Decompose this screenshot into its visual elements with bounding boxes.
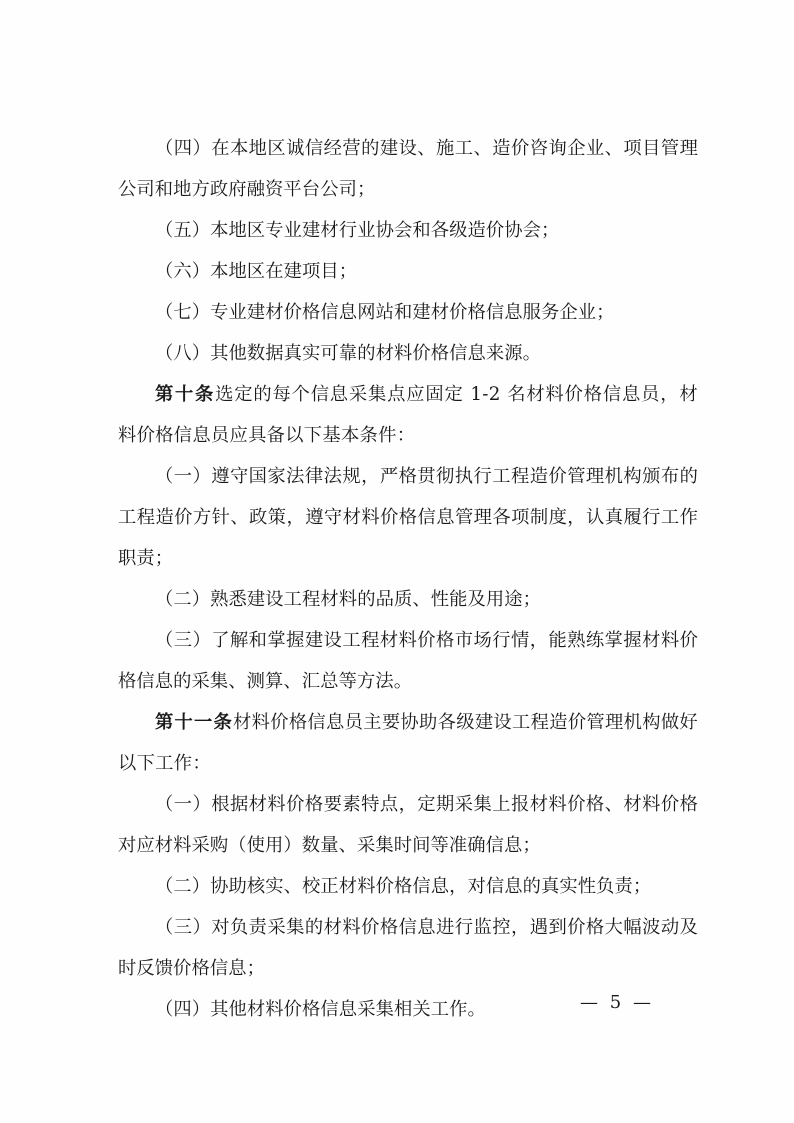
list-item: （八）其他数据真实可靠的材料价格信息来源。: [155, 343, 542, 364]
list-item: （一）根据材料价格要素特点，定期采集上报材料价格、材料价格对应材料采购（使用）数量、采集时间等准确信息；: [118, 794, 698, 856]
list-item: （五）本地区专业建材行业协会和各级造价协会；: [155, 220, 560, 241]
list-item: （二）熟悉建设工程材料的品质、性能及用途；: [155, 589, 542, 610]
article-heading-paragraph: [118, 374, 698, 456]
list-item: （二）协助核实、校正材料价格信息，对信息的真实性负责；: [155, 876, 652, 897]
article-text: 选定的每个信息采集点应固定 1-2 名材料价格信息员，材料价格信息员应具备以下基本条件：: [118, 384, 698, 446]
page-number: — 5 —: [580, 992, 654, 1013]
list-item: （六）本地区在建项目；: [155, 261, 358, 282]
list-item: （七）专业建材价格信息网站和建材价格信息服务企业；: [155, 302, 615, 323]
article-label: 第十一条: [155, 712, 234, 733]
article-label: 第十条: [155, 384, 216, 405]
article-heading-paragraph: [118, 702, 698, 784]
list-item: （四）其他材料价格信息采集相关工作。: [155, 999, 486, 1020]
list-item: （四）在本地区诚信经营的建设、施工、造价咨询企业、项目管理公司和地方政府融资平台公司；: [118, 138, 698, 200]
page-footer: [0, 992, 794, 1013]
article-text: 材料价格信息员主要协助各级建设工程造价管理机构做好以下工作：: [118, 712, 699, 774]
list-item: （三）了解和掌握建设工程材料价格市场行情，能熟练掌握材料价格信息的采集、测算、汇总等方法。: [118, 630, 698, 692]
list-item: （三）对负责采集的材料价格信息进行监控，遇到价格大幅波动及时反馈价格信息；: [118, 917, 698, 979]
document-body: [118, 128, 698, 1030]
list-item: （一）遵守国家法律法规，严格贯彻执行工程造价管理机构颁布的工程造价方针、政策，遵守材料价格信息管理各项制度，认真履行工作职责；: [118, 466, 698, 569]
